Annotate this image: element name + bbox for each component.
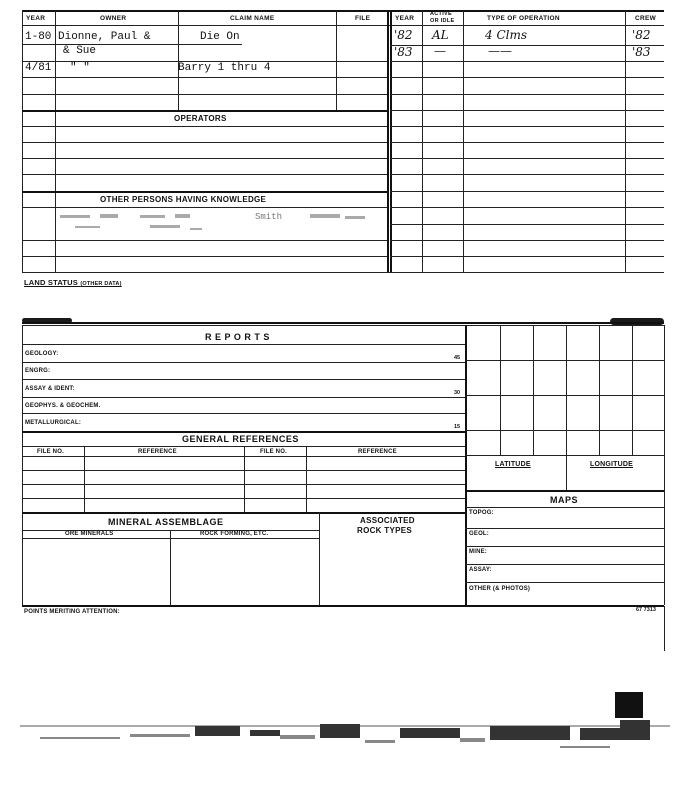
row-3-owner: " " (70, 62, 90, 74)
header-owner: OWNER (100, 15, 127, 22)
ref-header-file-2: FILE NO. (260, 449, 287, 455)
ref-header-reference-1: REFERENCE (138, 449, 177, 455)
report-geophys: GEOPHYS. & GEOCHEM. (25, 403, 101, 409)
report-assay-num: 30 (454, 390, 461, 396)
longitude-label: LONGITUDE (590, 461, 634, 468)
row-1-owner: Dionne, Paul & (58, 31, 151, 43)
row-2-owner: & Sue (63, 45, 97, 57)
row-1-claim: Die On (200, 31, 240, 43)
op-2-year: '83 (394, 45, 413, 59)
op-1-crew: '82 (632, 28, 651, 42)
maps-geol: GEOL: (469, 531, 489, 537)
general-references-title: GENERAL REFERENCES (182, 434, 299, 444)
header-active: ACTIVE (430, 11, 452, 17)
maps-topog: TOPOG: (469, 510, 494, 516)
op-2-crew: '83 (632, 45, 651, 59)
row-1-year: 1-80 (25, 31, 52, 43)
report-engrg: ENGRG: (25, 368, 51, 374)
report-geology: GEOLOGY: (25, 351, 59, 357)
other-persons-title: OTHER PERSONS HAVING KNOWLEDGE (100, 195, 267, 204)
op-1-type: 4 Clms (485, 28, 528, 42)
header-year-ops: YEAR (395, 15, 415, 22)
points-meriting-attention: POINTS MERITING ATTENTION: (24, 609, 120, 615)
land-status-title: LAND STATUS (OTHER DATA) (24, 278, 122, 287)
report-geology-num: 45 (454, 355, 461, 361)
header-year: YEAR (26, 15, 46, 22)
header-type-of-operation: TYPE OF OPERATION (487, 15, 560, 22)
faded-text-scribble (40, 210, 385, 240)
header-idle: OR IDLE (430, 18, 455, 24)
row-3-claim: Barry 1 thru 4 (178, 62, 271, 74)
maps-assay: ASSAY: (469, 567, 492, 573)
rock-forming-label: ROCK FORMING, ETC. (200, 531, 269, 537)
ref-header-file-1: FILE NO. (37, 449, 64, 455)
other-persons-text: Smith (255, 212, 283, 222)
header-file: FILE (355, 15, 371, 22)
op-2-active: — (434, 44, 446, 58)
op-1-year: '82 (394, 28, 413, 42)
associated-rock-label-1: ASSOCIATED (360, 516, 415, 525)
latitude-label: LATITUDE (495, 461, 531, 468)
mineral-assemblage-title: MINERAL ASSEMBLAGE (108, 517, 224, 527)
report-assay: ASSAY & IDENT: (25, 386, 75, 392)
maps-title: MAPS (550, 495, 579, 505)
ore-minerals-label: ORE MINERALS (65, 531, 114, 537)
header-claim-name: CLAIM NAME (230, 15, 275, 22)
scan-noise-band (20, 690, 670, 760)
maps-mine: MINE: (469, 549, 487, 555)
row-3-year: 4/81 (25, 62, 52, 74)
op-1-active: AL (432, 28, 449, 42)
op-2-type: —— (488, 44, 512, 58)
header-crew: CREW (635, 15, 657, 22)
report-metallurgical: METALLURGICAL: (25, 420, 82, 426)
operators-title: OPERATORS (174, 114, 227, 123)
form-number: 67 7313 (636, 607, 656, 613)
ref-header-reference-2: REFERENCE (358, 449, 397, 455)
maps-other: OTHER (& PHOTOS) (469, 586, 531, 592)
reports-title: R E P O R T S (205, 332, 270, 342)
report-metallurgical-num: 15 (454, 424, 461, 430)
associated-rock-label-2: ROCK TYPES (357, 526, 413, 535)
